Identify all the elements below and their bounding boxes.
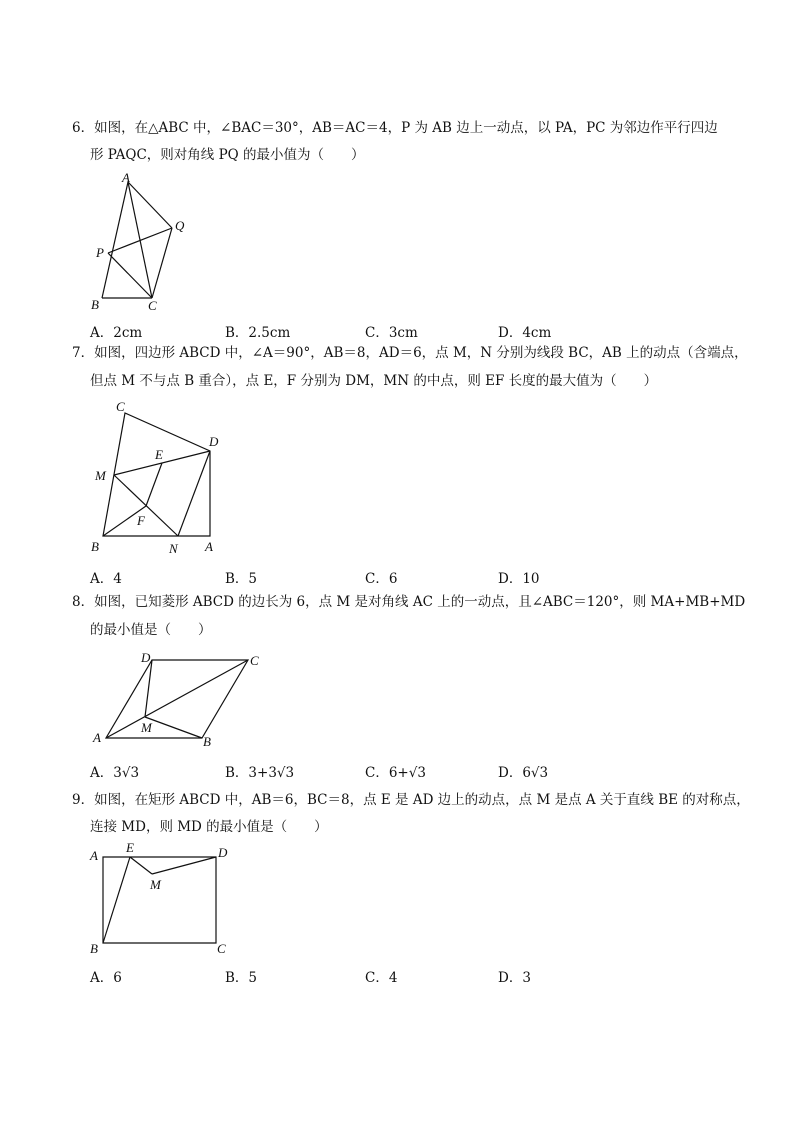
label-c: C — [148, 298, 157, 313]
q7-option-d[interactable]: D．10 — [498, 571, 540, 587]
segment-em — [130, 857, 152, 874]
quadrilateral-abcd — [103, 413, 210, 536]
question-7-line-2: 但点 M 不与点 B 重合），点 E，F 分别为 DM，MN 的中点，则 EF 长度的最大值为（ ） — [90, 373, 658, 389]
label-a: A — [122, 170, 130, 185]
label-d: D — [209, 434, 219, 449]
label-a: A — [90, 848, 98, 863]
q9-option-d[interactable]: D．3 — [498, 970, 531, 986]
segment-pc — [108, 253, 152, 298]
label-f: F — [137, 513, 145, 528]
question-9-line-1: 9．如图，在矩形 ABCD 中，AB＝6，BC＝8，点 E 是 AD 边上的动点，点 M 是点 A 关于直线 BE 的对称点， — [72, 792, 750, 808]
segment-aq — [128, 182, 172, 228]
label-b: B — [91, 539, 99, 554]
figure-question-8 — [90, 648, 270, 753]
segment-pq — [108, 228, 172, 253]
figure-question-6 — [80, 168, 220, 318]
segment-md — [152, 857, 216, 874]
q8-option-a[interactable]: A．3√3 — [90, 765, 140, 781]
segment-ac — [106, 660, 248, 738]
label-b: B — [90, 941, 98, 956]
q8-option-c[interactable]: C．6+√3 — [365, 765, 426, 781]
label-d: D — [218, 845, 228, 860]
q8-option-d[interactable]: D．6√3 — [498, 765, 549, 781]
q9-option-a[interactable]: A．6 — [90, 970, 122, 986]
segment-mb — [145, 717, 202, 738]
q6-option-a[interactable]: A．2cm — [90, 325, 143, 341]
q7-option-c[interactable]: C．6 — [365, 571, 398, 587]
label-e: E — [126, 840, 134, 855]
label-p: P — [96, 245, 104, 260]
question-6-line-1: 6．如图，在△ABC 中，∠BAC＝30°，AB＝AC＝4，P 为 AB 边上一动点，以 PA，PC 为邻边作平行四边 — [72, 120, 718, 136]
label-c: C — [217, 941, 226, 956]
segment-ab — [102, 182, 128, 298]
rectangle-abcd — [103, 857, 216, 943]
label-c: C — [250, 653, 259, 668]
segment-qc — [152, 228, 172, 298]
question-6-line-2: 形 PAQC，则对角线 PQ 的最小值为（ ） — [90, 147, 365, 163]
label-b: B — [203, 734, 211, 749]
label-m: M — [150, 877, 161, 892]
segment-md — [145, 660, 152, 717]
figure-question-7 — [85, 395, 245, 565]
label-n: N — [169, 541, 178, 556]
label-a: A — [93, 730, 101, 745]
question-8-line-1: 8．如图，已知菱形 ABCD 的边长为 6，点 M 是对角线 AC 上的一动点，且∠ABC＝120°，则 MA+MB+MD — [72, 594, 746, 610]
segment-dn — [178, 451, 210, 536]
question-9-line-2: 连接 MD，则 MD 的最小值是（ ） — [90, 819, 328, 835]
label-a: A — [205, 539, 213, 554]
label-m: M — [95, 468, 106, 483]
label-d: D — [141, 650, 151, 665]
segment-be — [103, 857, 130, 943]
segment-ef — [146, 463, 162, 506]
question-8-line-2: 的最小值是（ ） — [90, 622, 212, 638]
q6-option-c[interactable]: C．3cm — [365, 325, 418, 341]
q7-option-b[interactable]: B．5 — [225, 571, 258, 587]
q9-option-b[interactable]: B．5 — [225, 970, 258, 986]
label-q: Q — [175, 218, 185, 233]
label-c: C — [116, 399, 125, 414]
q6-option-b[interactable]: B．2.5cm — [225, 325, 291, 341]
question-7-line-1: 7．如图，四边形 ABCD 中，∠A＝90°，AB＝8，AD＝6，点 M，N 分别为线段 BC，AB 上的动点（含端点， — [72, 345, 748, 361]
q6-option-d[interactable]: D．4cm — [498, 325, 552, 341]
q7-option-a[interactable]: A．4 — [90, 571, 122, 587]
label-e: E — [155, 447, 163, 462]
q9-option-c[interactable]: C．4 — [365, 970, 398, 986]
label-b: B — [91, 297, 99, 312]
q8-option-b[interactable]: B．3+3√3 — [225, 765, 295, 781]
label-m: M — [141, 720, 152, 735]
figure-question-9 — [85, 840, 245, 960]
